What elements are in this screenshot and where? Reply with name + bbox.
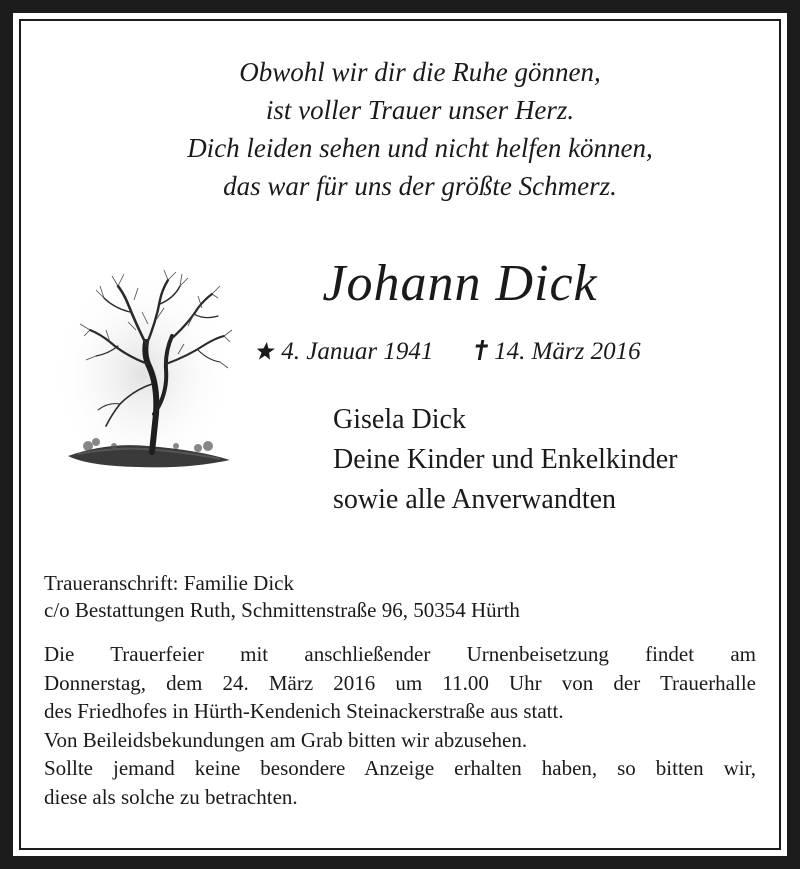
mourning-address xyxy=(44,570,520,624)
poem-line: Dich leiden sehen und nicht helfen können, xyxy=(187,133,653,163)
memorial-poem xyxy=(100,53,740,205)
mourner-line: Gisela Dick xyxy=(333,404,466,435)
service-line: Von Beileidsbekundungen am Grab bitten wir abzusehen. xyxy=(44,727,528,752)
poem-line: das war für uns der größte Schmerz. xyxy=(223,171,617,201)
poem-line: ist voller Trauer unser Herz. xyxy=(265,95,575,125)
birth-date: 4. Januar 1941 xyxy=(281,338,434,365)
deceased-name: Johann Dick xyxy=(322,255,598,312)
poem-line: Obwohl wir dir die Ruhe gönnen, xyxy=(239,57,601,87)
service-line: Donnerstag, dem 24. März 2016 um 11.00 Uhr von der Trauerhalle xyxy=(44,670,756,695)
address-line: c/o Bestattungen Ruth, Schmittenstraße 96, 50354 Hürth xyxy=(44,598,520,622)
service-line: diese als solche zu betrachten. xyxy=(44,784,298,809)
mourner-line: Deine Kinder und Enkelkinder xyxy=(333,444,678,475)
tree-illustration xyxy=(48,264,238,479)
service-line: Sollte jemand keine besondere Anzeige erhalten haben, so bitten wir, xyxy=(44,756,756,780)
service-line: Die Trauerfeier mit anschließender Urnenbeisetzung findet am xyxy=(44,642,756,666)
mourner-line: sowie alle Anverwandten xyxy=(333,484,617,515)
service-line: des Friedhofes in Hürth-Kendenich Steinackerstraße aus statt. xyxy=(44,699,564,723)
mourners-list xyxy=(333,400,677,520)
life-dates xyxy=(255,336,641,368)
service-info xyxy=(44,640,756,811)
star-icon xyxy=(255,341,275,361)
death-date: 14. März 2016 xyxy=(494,338,641,365)
cross-icon xyxy=(472,339,488,361)
address-line: Traueranschrift: Familie Dick xyxy=(44,571,295,595)
